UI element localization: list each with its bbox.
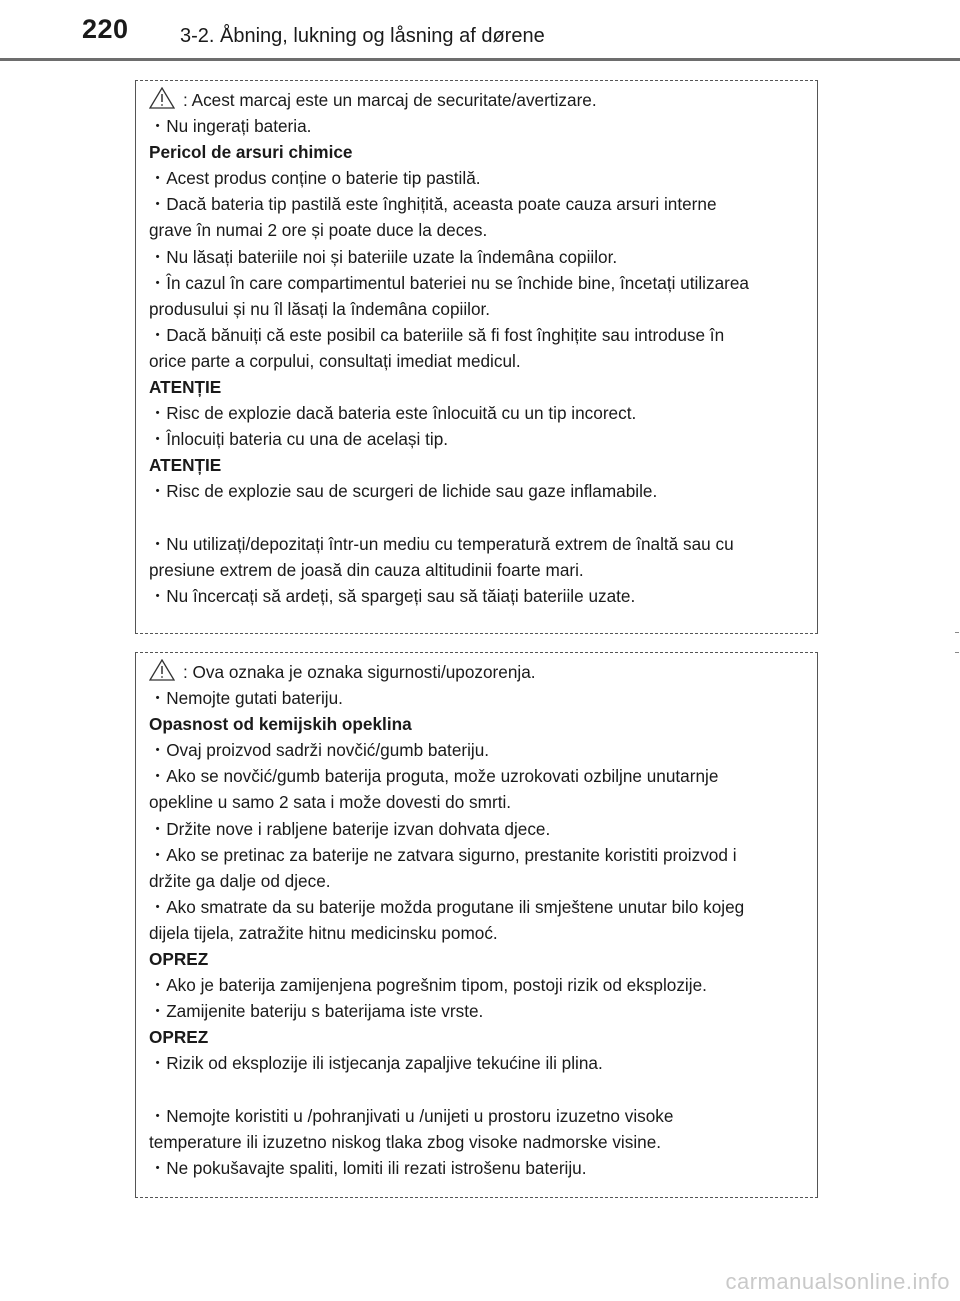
- text-line: ・Înlocuiți bateria cu una de același tip.: [149, 429, 449, 450]
- text-line: ・Ovaj proizvod sadrži novčić/gumb bateriju.: [149, 740, 490, 761]
- text-line: ・Ako je baterija zamijenjena pogrešnim tipom, postoji rizik od eksplozije.: [149, 975, 707, 996]
- text-line: ・În cazul în care compartimentul bateriei nu se închide bine, încetați utilizarea: [149, 272, 749, 293]
- heading-line: ATENȚIE: [149, 455, 222, 476]
- spacer: [149, 1077, 817, 1103]
- warning-line: [149, 659, 817, 685]
- crop-mark: [955, 652, 959, 653]
- text-line: ・Acest produs conține o baterie tip pastilă.: [149, 168, 481, 189]
- text-line: presiune extrem de joasă din cauza altitudinii foarte mari.: [149, 559, 584, 580]
- warning-box-croatian: [135, 652, 818, 1198]
- page-number: 220: [82, 14, 129, 44]
- text-line: ・Dacă bănuiți că este posibil ca bateriile să fi fost înghițite sau introduse în: [149, 324, 725, 345]
- heading-line: OPREZ: [149, 949, 209, 970]
- spacer: [149, 505, 817, 531]
- text-line: ・Ako se novčić/gumb baterija proguta, može uzrokovati ozbiljne unutarnje: [149, 766, 719, 787]
- warning-line-text: : Acest marcaj este un marcaj de securitate/avertizare.: [183, 90, 597, 110]
- warning-line-text: : Ova oznaka je oznaka sigurnosti/upozorenja.: [183, 662, 536, 682]
- text-line: grave în numai 2 ore și poate duce la deces.: [149, 220, 488, 241]
- heading-line: Opasnost od kemijskih opeklina: [149, 714, 412, 735]
- section-title: 3-2. Åbning, lukning og låsning af dørene: [180, 25, 545, 47]
- heading-line: ATENȚIE: [149, 377, 222, 398]
- header-rule: [0, 58, 960, 61]
- text-line: ・Rizik od eksplozije ili istjecanja zapaljive tekućine ili plina.: [149, 1053, 603, 1074]
- crop-mark: [955, 632, 959, 633]
- text-line: ・Nu ingerați bateria.: [149, 116, 312, 137]
- text-line: ・Nu încercați să ardeți, să spargeți sau să tăiați bateriile uzate.: [149, 585, 636, 606]
- text-line: ・Nu lăsați bateriile noi și bateriile uzate la îndemâna copiilor.: [149, 246, 618, 267]
- warning-triangle-icon: [149, 87, 175, 109]
- text-line: ・Dacă bateria tip pastilă este înghițită, aceasta poate cauza arsuri interne: [149, 194, 717, 215]
- page-header: [0, 0, 960, 60]
- heading-line: OPREZ: [149, 1027, 209, 1048]
- text-line: ・Ako smatrate da su baterije možda progutane ili smještene unutar bilo kojeg: [149, 896, 745, 917]
- text-line: ・Risc de explozie dacă bateria este înlocuită cu un tip incorect.: [149, 403, 637, 424]
- text-line: ・Nemojte gutati bateriju.: [149, 688, 343, 709]
- watermark: carmanualsonline.info: [725, 1269, 950, 1294]
- text-line: dijela tijela, zatražite hitnu medicinsku pomoć.: [149, 922, 498, 943]
- text-line: temperature ili izuzetno niskog tlaka zbog visoke nadmorske visine.: [149, 1131, 662, 1152]
- heading-line: Pericol de arsuri chimice: [149, 142, 353, 163]
- text-line: orice parte a corpului, consultați imediat medicul.: [149, 350, 521, 371]
- text-line: ・Držite nove i rabljene baterije izvan dohvata djece.: [149, 818, 551, 839]
- warning-box-romanian: [135, 80, 818, 634]
- text-line: ・Ne pokušavajte spaliti, lomiti ili rezati istrošenu bateriju.: [149, 1157, 587, 1178]
- warning-line: [149, 87, 817, 113]
- text-line: ・Zamijenite bateriju s baterijama iste vrste.: [149, 1001, 484, 1022]
- text-line: ・Nemojte koristiti u /pohranjivati u /unijeti u prostoru izuzetno visoke: [149, 1105, 674, 1126]
- text-line: ・Nu utilizați/depozitați într-un mediu cu temperatură extrem de înaltă sau cu: [149, 533, 734, 554]
- text-line: ・Risc de explozie sau de scurgeri de lichide sau gaze inflamabile.: [149, 481, 658, 502]
- text-line: ・Ako se pretinac za baterije ne zatvara sigurno, prestanite koristiti proizvod i: [149, 844, 737, 865]
- text-line: opekline u samo 2 sata i može dovesti do smrti.: [149, 792, 512, 813]
- text-line: produsului și nu îl lăsați la îndemâna copiilor.: [149, 298, 491, 319]
- warning-triangle-icon: [149, 659, 175, 681]
- text-line: držite ga dalje od djece.: [149, 870, 331, 891]
